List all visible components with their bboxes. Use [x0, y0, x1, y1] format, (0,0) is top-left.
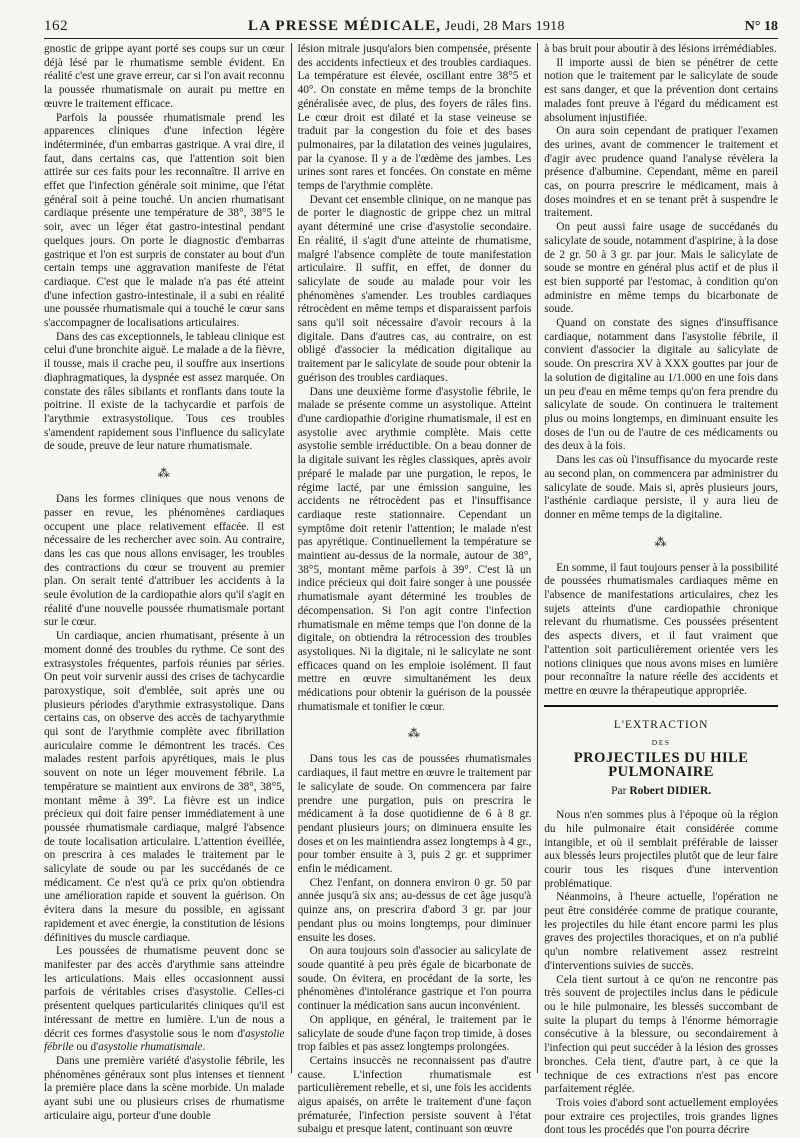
- section-ornament: [298, 728, 532, 739]
- masthead: [248, 18, 565, 35]
- asterism: ⁂: [407, 726, 421, 741]
- issue-date: Jeudi, 28 Mars 1918: [444, 19, 565, 34]
- paragraph: Parfois la poussée rhumatismale prend les apparences cliniques d'une infection légère indéterminée, d'un embarras gastrique. A vrai dire, il faut, dans certains cas, que l'attention soit bien attirée sur ces faits pour les reconnaître. Il arrive en effet que l'infection générale soit minime, que l'état général soit à peine touché. Un ancien rhumatisant cardiaque présente une température de 38°, 38°5 le soir, avec un léger état gastro-intestinal pendant quelques jours. On porte le diagnostic d'embarras gastrique et l'on est surpris de constater au bout d'un certain temps une aggravation manifeste de l'état cardiaque. C'est que le malade n'a pas été atteint d'une infection gastro-intestinale, il a subi en réalité une poussée rhumatismale qui a touché le cœur sans s'accompagner de localisations articulaires.: [44, 111, 285, 330]
- column-3: [537, 43, 778, 1137]
- article-kicker: L'EXTRACTION: [613, 718, 709, 731]
- text-run: .: [202, 1041, 206, 1054]
- paragraph: Néanmoins, à l'heure actuelle, l'opération ne peut être considérée comme de pratique courante, les projectiles du hile étant encore parmi les plus graves des projectiles thoraciques, et on n'a publié qu'un nombre relativement assez restreint d'interventions suivies de succès.: [544, 891, 778, 972]
- article-separator: [544, 705, 778, 707]
- byline-prefix: Par: [611, 785, 630, 798]
- paragraph: Dans les cas où l'insuffisance du myocarde reste au second plan, on commencera par administrer du salicylate de soude. Mais si, après plusieurs jours, l'asthénie cardiaque persiste, il y aura lieu de donner en même temps de la digitaline.: [544, 454, 778, 521]
- page-number: 162: [44, 18, 68, 34]
- paragraph: Dans une deuxième forme d'asystolie fébrile, le malade se présente comme un asystolique. Atteint d'une cardiopathie d'origine rhumatismale, il est en asystolie avec arythmie complète. Mais cette asystolie semble irréductible. On a beau donner de la digitale suivant les règles classiques, après avoir préparé le malade par une purgation, le repos, le régime lacté, par une émission sanguine, les accidents ne rétrocèdent pas et l'insuffisance cardiaque reste stationnaire. Cependant un symptôme doit retenir l'attention; le malade n'est pas apyrétique. Continuellement la température se maintient au-dessus de la normale, autour de 38°, 38°5, montant même parfois à 39°. C'est là un indice précieux qui doit faire songer à une poussée rhumatismale ayant déterminé les troubles de décompensation. Si l'on agit contre l'infection rhumatismale en même temps que l'on donne de la digitale, on obtiendra la rétrocession des troubles asystoliques. Ni la digitale, ni le salicylate ne sont efficaces quand on les emploie isolément. Il faut mettre en œuvre simultanément les deux médications pour obtenir la guérison de la poussée rhumatismale et tonifier le cœur.: [297, 385, 532, 713]
- text-columns: [44, 43, 778, 1137]
- paragraph: à bas bruit pour aboutir à des lésions irrémédiables.: [544, 43, 777, 55]
- running-header: [44, 18, 778, 39]
- column-2: [291, 43, 532, 1136]
- section-ornament: [544, 534, 778, 549]
- paragraph: On aura soin cependant de pratiquer l'examen des urines, avant de commencer le traitement et d'agir avec prudence quand l'analyse révèlera la présence d'albumine. Cependant, même en pareil cas, on pourra prescrire le médicament, mais à doses moindres et en se tenant prêt à suspendre le traitement.: [544, 125, 778, 220]
- asterism: ⁂: [654, 534, 668, 549]
- article-byline: [544, 785, 778, 799]
- paragraph: [44, 945, 285, 1055]
- paragraph: lésion mitrale jusqu'alors bien compensée, présente des accidents infectieux et des troubles cardiaques. La température est élevée, oscillant entre 38°5 et 40°. On constate en même temps de la bronchite généralisée avec, de plus, des foyers de râles fins. Le cœur droit est dilaté et la stase veineuse se traduit par la congestion du foie et des bases pulmonaires, par la dilatation des veines jugulaires, par la cyanose. Il y a de l'œdème des jambes. Les urines sont rares et foncées. On constate en même temps de l'arythmie complète.: [297, 43, 532, 193]
- column-1: [44, 43, 285, 1122]
- section-ornament: [44, 468, 285, 479]
- text-run: ou d': [73, 1041, 99, 1054]
- paragraph: Trois voies d'abord sont actuellement employées pour extraire ces projectiles, trois grandes lignes dont tous les procédés que l'on pourra décrire: [544, 1096, 778, 1137]
- paragraph: On aura toujours soin d'associer au salicylate de soude quantité à peu près égale de bicarbonate de soude. On évitera, en procédant de la sorte, les phénomènes d'intolérance gastrique et l'on pourra continuer la médication sans aucun inconvénient.: [297, 945, 532, 1013]
- journal-title: LA PRESSE MÉDICALE,: [247, 18, 442, 34]
- author-name: Robert DIDIER.: [629, 785, 712, 798]
- asterism: ⁂: [157, 466, 171, 481]
- article-connector: DES: [651, 738, 671, 748]
- paragraph: Il importe aussi de bien se pénétrer de cette notion que le traitement par le salicylate de soude est sans danger, et que la prévention dont certains malades font preuve à l'égard du médicament est absolument injustifiée.: [544, 56, 778, 124]
- paragraph: Chez l'enfant, on donnera environ 0 gr. 50 par année jusqu'à six ans; au-dessus de cet âge jusqu'à quinze ans, on prescrira d'abord 3 gr. par jour pendant plus ou moins longtemps, pour diminuer ensuite les doses.: [297, 876, 532, 944]
- paragraph: On peut aussi faire usage de succédanés du salicylate de soude, notamment d'aspirine, à la dose de 2 gr. 50 à 3 gr. par jour. Mais le salicylate de soude se montre en général plus actif et de plus il est bien supporté par l'estomac, à condition qu'on administre en même temps du bicarbonate de soude.: [544, 221, 778, 316]
- issue-number: N° 18: [744, 19, 778, 34]
- paragraph: Devant cet ensemble clinique, on ne manque pas de porter le diagnostic de grippe chez un mitral ayant déterminé une crise d'asystolie secondaire. En réalité, il s'agit d'une atteinte de rhumatisme, malgré l'absence complète de toute manifestation articulaire. Il suffit, en effet, de donner du salicylate de soude au malade pour voir les phénomènes s'amender. Les troubles cardiaques rétrocèdent en même temps et disparaissent parfois sans qu'il soit nécessaire d'avoir recours à la digitale. Dans d'autres cas, au contraire, on est obligé d'associer la médication digitalique au traitement par le salicylate de soude pour obtenir la guérison des troubles cardiaques.: [297, 193, 532, 384]
- italic-term: asystolie rhumatismale: [98, 1041, 203, 1054]
- paragraph: Dans une première variété d'asystolie fébrile, les phénomènes généraux sont plus intenses et tiennent la première place dans la scène morbide. Un malade ayant subi une ou plusieurs crises de rhumatisme articulaire aigu, porteur d'une double: [44, 1054, 285, 1122]
- paragraph: gnostic de grippe ayant porté ses coups sur un cœur déjà lésé par le rhumatisme semble évident. En réalité c'est une grave erreur, car si l'on avait reconnu la poussée rhumatismale on aurait pu mettre en œuvre le traitement efficace.: [44, 43, 285, 110]
- paragraph: Quand on constate des signes d'insuffisance cardiaque, notamment dans l'asystolie fébrile, il convient d'associer la digitale au salicylate de soude. On prescrira XV à XXX gouttes par jour de la solution de digitaline au 1/1.000 en une fois dans un peu d'eau en même temps qu'on fera prendre du salicylate de soude. On continuera le traitement plus ou moins longtemps, en diminuant ensuite les doses de l'un ou de l'autre de ces médicaments ou des deux à la fois.: [544, 317, 778, 453]
- paragraph: Dans tous les cas de poussées rhumatismales cardiaques, il faut mettre en œuvre le traitement par le salicylate de soude. On commencera par faire prendre une purgation, puis on prescrira le médicament à la dose quotidienne de 6 à 8 gr. pendant plusieurs jours; on diminuera ensuite les doses et on les maintiendra assez longtemps à 4 gr., pour tomber ensuite à 3, puis 2 gr. et supprimer enfin le médicament.: [297, 753, 532, 876]
- paragraph: Dans des cas exceptionnels, le tableau clinique est celui d'une bronchite aiguë. Le malade a de la fièvre, il tousse, mais il crache peu, il souffre aux insertions diaphragmatiques, la dyspnée est assez marquée. On constate des râles sibilants et ronflants dans toute la poitrine. Il existe de la tachycardie et parfois de l'arythmie extrasystolique. Tous ces troubles s'amendent rapidement sous l'influence du salicylate de soude, preuve de leur nature rhumatismale.: [44, 330, 285, 453]
- paragraph: Nous n'en sommes plus à l'époque où la région du hile pulmonaire était considérée comme intangible, et où il semblait préférable de laisser aux blessés leurs projectiles plutôt que de leur faire courir tous les risques d'une intervention problématique.: [544, 809, 778, 890]
- article-title: PROJECTILES DU HILE PULMONAIRE: [573, 750, 749, 780]
- paragraph: On applique, en général, le traitement par le salicylate de soude d'une façon trop timide, à doses trop faibles et pas assez longtemps prolongées.: [297, 1013, 532, 1054]
- paragraph: En somme, il faut toujours penser à la possibilité de poussées rhumatismales cardiaques même en l'absence de manifestations articulaires, chez les sujets atteints d'une cardiopathie chronique relevant du rhumatisme. Ces poussées présentent des aspects divers, et il faut vraiment que l'attention soit particulièrement orientée vers les notions cliniques que nous avons mises en lumière pour reconnaître la nature réelle des accidents et mettre en œuvre la thérapeutique appropriée.: [544, 561, 778, 697]
- italic-term: asystolie fébrile: [44, 1027, 285, 1054]
- paragraph: Certains insuccès ne reconnaissent pas d'autre cause. L'infection rhumatismale est particulièrement rebelle, et si, une fois les accidents aigus apaisés, on arrête le traitement d'une façon prématurée, l'infection persiste souvent à l'état subaigu et presque latent, continuant son œuvre: [297, 1054, 532, 1136]
- paragraph: Un cardiaque, ancien rhumatisant, présente à un moment donné des troubles du rythme. Ce sont des extrasystoles fréquentes, parfois réunies par séries. On peut voir survenir aussi des crises de tachycardie paroxystique, soit d'emblée, soit après une ou plusieurs périodes d'arythmie extrasystolique. Dans certains cas, on observe des accès de tachyarythmie qui sont de l'arythmie complète avec fibrillation auriculaire comme le démontrent les tracés. Ces malades restent parfois apyrétiques, mais le plus souvent on note un léger mouvement fébrile. La température se maintient aux environs de 38°, 38°5, montant même à 39°. La fièvre est un indice précieux qui doit faire penser immédiatement à une poussée rhumatismale cardiaque, malgré l'absence de toute localisation articulaire. L'attention éveillée, on prescrira à ces malades le traitement par le salicylate de soude ou par les succédanés de ce médicament. Ce n'est qu'à ce prix qu'on obtiendra une amélioration rapide et souvent la guérison. On évitera dans la mesure du possible, en agissant rapidement et avec énergie, la constitution de lésions définitives du muscle cardiaque.: [44, 630, 285, 944]
- paragraph: Cela tient surtout à ce qu'on ne rencontre pas très souvent de projectiles inclus dans le pédicule ou le hile pulmonaire, les blessés succombant de suite la plupart du temps à l'énorme hémorragie consécutive à la blessure, ou secondairement à l'infection qui peut succéder à la lésion des grosses bronches. Cela tient, d'autre part, à ce que la technique de ces extractions n'est pas encore parfaitement réglée.: [544, 973, 778, 1096]
- paragraph: Dans les formes cliniques que nous venons de passer en revue, les phénomènes cardiaques occupent une place relativement effacée. Il est nécessaire de les rechercher avec soin. Au contraire, dans les cas que nous allons envisager, les troubles des contractions du cœur se trouvent au premier plan. On serait tenté d'attribuer les accidents à la seule évolution de la cardiopathie alors qu'il s'agit en réalité d'une nouvelle poussée rhumatismale portant sur le cœur.: [44, 493, 285, 629]
- text-run: Les poussées de rhumatisme peuvent donc se manifester par des accès d'arythmie sans atteindre les articulations. Mais elles occasionnent aussi parfois de véritables crises d'asystolie. Celles-ci présentent quelques particularités cliniques qu'il est intéressant de mettre en lumière. L'un de nous a décrit ces formes d'asystolie sous le nom d': [44, 945, 285, 1040]
